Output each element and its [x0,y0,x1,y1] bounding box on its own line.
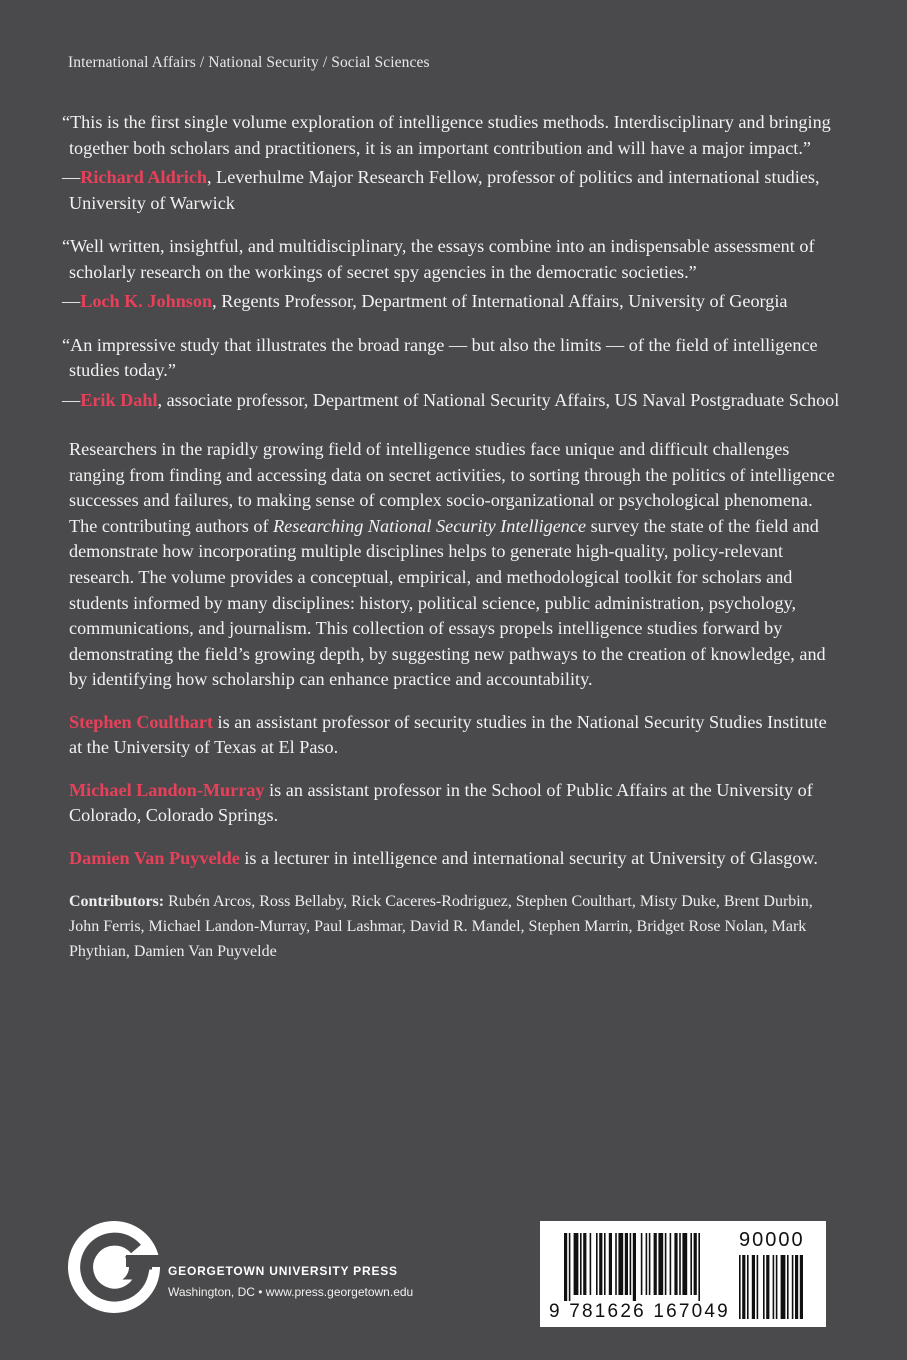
addon-bar [795,1255,798,1319]
author-bio [69,846,842,872]
isbn-digits: 9 781626 167049 [549,1301,730,1322]
barcode-bar [574,1233,579,1295]
barcode-bar [596,1233,598,1295]
book-description [69,437,842,693]
addon-bar [747,1255,749,1319]
barcode-bar [698,1233,700,1301]
barcode-bar [590,1233,592,1295]
author-name: Michael Landon-Murray [69,779,265,800]
publisher-address: Washington, DC • www.press.georgetown.edu [168,1285,414,1299]
quote-attribution [62,388,842,414]
barcode-bar [665,1233,667,1295]
author-bio-text: is a lecturer in intelligence and international security at University of Glasgow. [239,847,818,868]
barcode-bar [641,1233,643,1295]
barcode-bar [649,1233,651,1295]
barcode-bar [690,1233,692,1295]
attribution-dash: — [62,167,81,187]
main-content [62,110,842,964]
addon-bar [742,1255,745,1319]
barcode-bar [658,1233,663,1295]
addon-bar [792,1255,794,1319]
barcode-bar [682,1233,687,1295]
barcode-bar [569,1233,571,1301]
addon-bar [800,1255,803,1319]
georgetown-g-logo-icon [66,1219,162,1315]
barcode-bar [646,1233,648,1295]
author-bio-text: is an assistant professor of security studies in the National Security Studies Institute at the University of Texas at El Paso. [69,711,827,758]
addon-bar [739,1255,741,1319]
attribution-dash: — [62,291,81,311]
barcode-bar [599,1233,602,1295]
endorser-affiliation: , Leverhulme Major Research Fellow, professor of politics and international studies, University of Warwick [69,167,820,213]
barcode-bar [679,1233,681,1295]
category-line: International Affairs / National Security / Social Sciences [68,54,430,71]
endorsement-quote [62,333,842,414]
barcode-bar [564,1233,567,1301]
barcode-bar [625,1233,628,1295]
description-part2: survey the state of the field and demonstrate how incorporating multiple disciplines helps to generate high-quality, policy-relevant research. The volume provides a conceptual, empirical, and methodological toolkit for scholars and students informed by many disciplines: history, political science, public administration, psychology, communications, and journalism. This collection of essays propels intelligence studies forward by demonstrating the field’s growing depth, by suggesting new pathways to the creation of knowledge, and by identifying how scholarship can enhance practice and accountability. [69,515,826,690]
barcode-bar [609,1233,612,1295]
description-part1: Researchers in the rapidly growing field of intelligence studies face unique and difficult challenges ranging from finding and accessing data on secret activities, to sorting through the politics of intelligence successes and failures, to making sense of complex socio-organizational or psychological phenomena. The contributing authors of [69,439,835,536]
quote-text: “This is the first single volume exploration of intelligence studies methods. Interdisciplinary and bringing together both scholars and practitioners, it is an important contribution and will have a major impact.” [62,112,831,158]
addon-bar [752,1255,755,1319]
endorser-name: Erik Dahl [80,389,158,410]
quote-text: “An impressive study that illustrates the broad range — but also the limits — of the field of intelligence studies today.” [62,334,818,380]
barcode-bar [604,1233,606,1295]
addon-bar [766,1255,769,1319]
endorsement-quote [62,110,842,216]
quote-text: “Well written, insightful, and multidisciplinary, the essays combine into an indispensable assessment of scholarly research on the workings of secret spy agencies in the democratic societies.” [62,236,815,282]
endorser-affiliation: , Regents Professor, Department of International Affairs, University of Georgia [212,291,788,311]
barcode-bar [580,1233,582,1295]
addon-bar [773,1255,775,1319]
author-name: Damien Van Puyvelde [69,847,240,868]
barcode-bar [630,1233,632,1295]
barcode-bar [670,1233,672,1295]
barcode-bar [694,1233,697,1295]
attribution-dash: — [62,389,81,410]
contributors-names: Rubén Arcos, Ross Bellaby, Rick Caceres-Rodriguez, Stephen Coulthart, Misty Duke, Brent Durbin, John Ferris, Michael Landon-Murray, Paul Lashmar, David R. Mandel, Stephen Marrin, Bridget Rose Nolan, Mark Phythian, Damien Van Puyvelde [69,893,813,961]
author-bio [69,710,842,761]
addon-bar [787,1255,789,1319]
barcode-bar [654,1233,657,1295]
contributors-label: Contributors: [69,893,165,911]
barcode-bar [618,1233,623,1295]
addon-bar [757,1255,759,1319]
endorser-name: Richard Aldrich [80,167,208,187]
quote-attribution [62,165,842,216]
endorsement-quote [62,234,842,315]
author-bio-text: is an assistant professor in the School of Public Affairs at the University of Colorado, Colorado Springs. [69,779,813,826]
addon-bar [781,1255,786,1319]
author-name: Stephen Coulthart [69,711,213,732]
addon-bar [763,1255,765,1319]
publisher-name: GEORGETOWN UNIVERSITY PRESS [168,1264,398,1278]
barcode-bar [674,1233,677,1295]
price-code: 90000 [739,1229,805,1251]
barcode [540,1221,826,1327]
book-title: Researching National Security Intelligence [273,515,587,536]
contributors-list [69,889,842,964]
barcode-bar [633,1233,636,1301]
barcode-bar [615,1233,617,1295]
endorser-name: Loch K. Johnson [80,291,213,311]
quote-attribution [62,289,842,315]
barcode-bar [583,1233,586,1295]
endorser-affiliation: , associate professor, Department of National Security Affairs, US Naval Postgraduate School [157,389,840,410]
author-bio [69,778,842,829]
addon-bar [776,1255,778,1319]
